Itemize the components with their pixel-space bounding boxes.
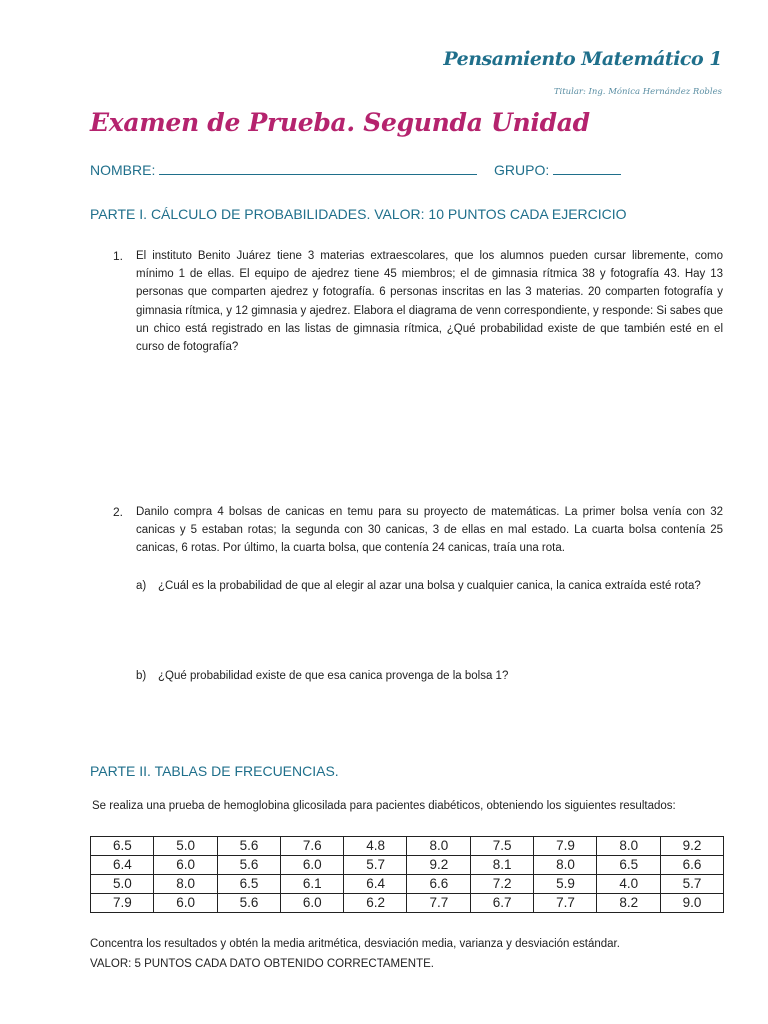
nombre-blank-line bbox=[159, 162, 477, 175]
table-cell: 5.6 bbox=[217, 894, 280, 913]
table-cell: 5.6 bbox=[217, 837, 280, 856]
results-table bbox=[90, 836, 724, 913]
part1-heading: PARTE I. CÁLCULO DE PROBABILIDADES. VALOR: 10 PUNTOS CADA EJERCICIO bbox=[90, 206, 627, 222]
table-cell: 5.7 bbox=[660, 875, 723, 894]
table-cell: 5.0 bbox=[91, 875, 154, 894]
part2-instruction: Concentra los resultados y obtén la media aritmética, desviación media, varianza y desviación estándar. bbox=[90, 938, 620, 950]
table-cell: 8.0 bbox=[597, 837, 660, 856]
table-row bbox=[91, 894, 724, 913]
table-cell: 8.2 bbox=[597, 894, 660, 913]
table-cell: 9.2 bbox=[660, 837, 723, 856]
nombre-label: NOMBRE: bbox=[90, 162, 156, 178]
table-cell: 5.6 bbox=[217, 856, 280, 875]
table-cell: 8.0 bbox=[407, 837, 470, 856]
exam-title: Examen de Prueba. Segunda Unidad bbox=[90, 108, 590, 137]
part2-heading: PARTE II. TABLAS DE FRECUENCIAS. bbox=[90, 763, 339, 779]
table-cell: 8.1 bbox=[470, 856, 533, 875]
table-cell: 8.0 bbox=[154, 875, 217, 894]
table-cell: 6.0 bbox=[280, 856, 343, 875]
table-cell: 7.2 bbox=[470, 875, 533, 894]
table-row bbox=[91, 837, 724, 856]
table-cell: 7.7 bbox=[407, 894, 470, 913]
table-cell: 6.4 bbox=[344, 875, 407, 894]
question-2-text: Danilo compra 4 bolsas de canicas en temu para su proyecto de matemáticas. La primer bolsa venía con 32 canicas y 5 estaban rotas; la segunda con 30 canicas, 3 de ellas en mal estado. La cuarta bolsa contenía 25 canicas, 6 rotas. Por último, la cuarta bolsa, que contenía 24 canicas, traía una rota. bbox=[136, 506, 723, 555]
question-2a-label: a) bbox=[136, 580, 147, 592]
table-cell: 6.0 bbox=[280, 894, 343, 913]
question-1-number: 1. bbox=[113, 249, 124, 263]
table-cell: 6.5 bbox=[597, 856, 660, 875]
nombre-field bbox=[90, 162, 477, 178]
question-1-text: El instituto Benito Juárez tiene 3 materias extraescolares, que los alumnos pueden cursar libremente, como mínimo 1 de ellas. El equipo de ajedrez tiene 45 miembros; el de gimnasia rítmica 38 y fotografía 43. Hay 13 personas que comparten ajedrez y fotografía. 6 personas inscritas en las 3 materias. 20 comparten fotografía y gimnasia rítmica, y 12 gimnasia y ajedrez. Elabora el diagrama de venn correspondiente, y responde: Si sabes que un chico está registrado en las listas de gimnasia rítmica, ¿Qué probabilidad existe de que también esté en el curso de fotografía? bbox=[136, 250, 723, 354]
table-cell: 4.8 bbox=[344, 837, 407, 856]
table-row bbox=[91, 875, 724, 894]
table-cell: 9.0 bbox=[660, 894, 723, 913]
table-cell: 8.0 bbox=[534, 856, 597, 875]
table-cell: 6.2 bbox=[344, 894, 407, 913]
grupo-label: GRUPO: bbox=[494, 162, 550, 178]
question-2a-text: ¿Cuál es la probabilidad de que al elegir al azar una bolsa y cualquier canica, la canica extraída esté rota? bbox=[158, 580, 701, 592]
table-cell: 7.5 bbox=[470, 837, 533, 856]
table-cell: 6.4 bbox=[91, 856, 154, 875]
part2-intro: Se realiza una prueba de hemoglobina glicosilada para pacientes diabéticos, obteniendo los siguientes resultados: bbox=[92, 800, 676, 812]
part2-value: VALOR: 5 PUNTOS CADA DATO OBTENIDO CORRECTAMENTE. bbox=[90, 958, 434, 970]
question-2b-text: ¿Qué probabilidad existe de que esa canica provenga de la bolsa 1? bbox=[158, 670, 509, 682]
teacher-name: Titular: Ing. Mónica Hernández Robles bbox=[553, 87, 722, 97]
table-cell: 9.2 bbox=[407, 856, 470, 875]
table-cell: 7.9 bbox=[534, 837, 597, 856]
grupo-blank-line bbox=[553, 162, 621, 175]
table-cell: 7.6 bbox=[280, 837, 343, 856]
table-cell: 7.7 bbox=[534, 894, 597, 913]
grupo-field bbox=[494, 162, 621, 178]
table-cell: 7.9 bbox=[91, 894, 154, 913]
table-row bbox=[91, 856, 724, 875]
table-cell: 6.7 bbox=[470, 894, 533, 913]
table-cell: 6.1 bbox=[280, 875, 343, 894]
table-cell: 4.0 bbox=[597, 875, 660, 894]
table-cell: 6.6 bbox=[407, 875, 470, 894]
table-cell: 5.7 bbox=[344, 856, 407, 875]
table-cell: 6.0 bbox=[154, 894, 217, 913]
table-cell: 6.0 bbox=[154, 856, 217, 875]
question-2-number: 2. bbox=[113, 505, 124, 519]
table-cell: 5.0 bbox=[154, 837, 217, 856]
table-cell: 6.5 bbox=[217, 875, 280, 894]
table-cell: 6.5 bbox=[91, 837, 154, 856]
table-cell: 5.9 bbox=[534, 875, 597, 894]
course-title: Pensamiento Matemático 1 bbox=[443, 48, 722, 70]
question-2b-label: b) bbox=[136, 670, 147, 682]
table-cell: 6.6 bbox=[660, 856, 723, 875]
